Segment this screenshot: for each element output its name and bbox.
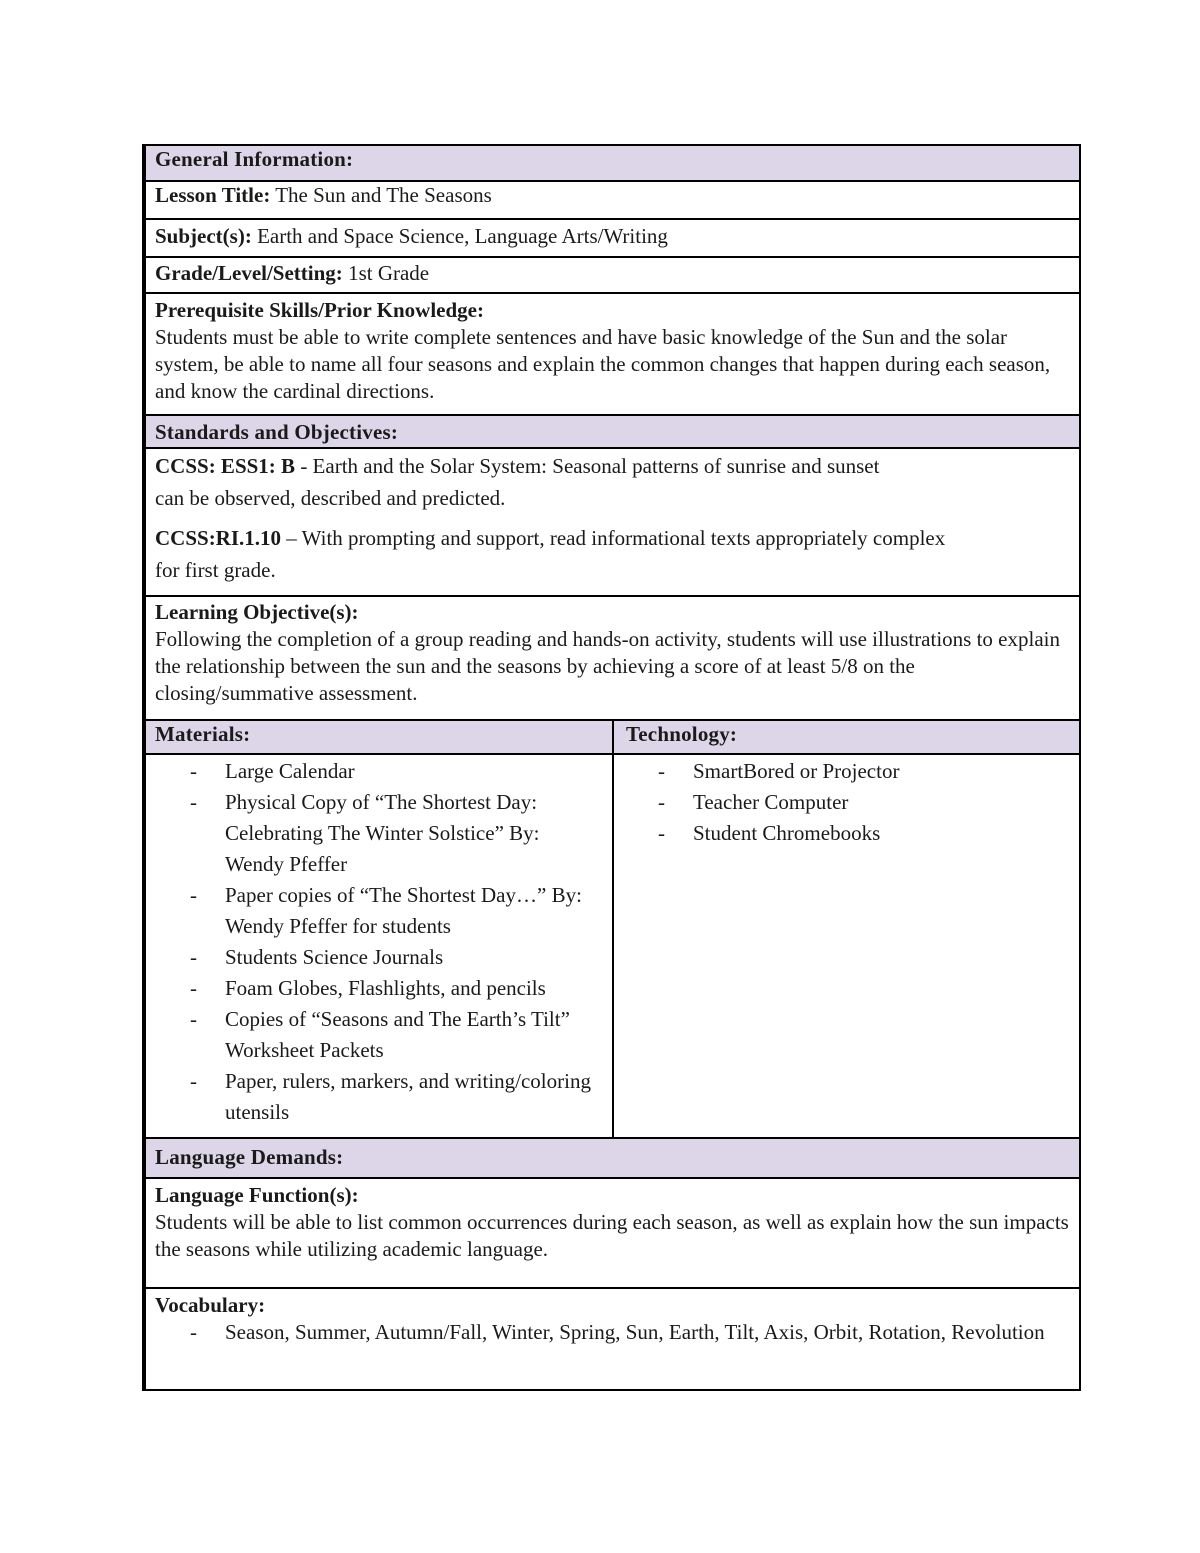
language-function-row (145, 1178, 1080, 1288)
vocabulary-label: Vocabulary: (155, 1293, 266, 1317)
technology-cell (613, 754, 1080, 1138)
materials-header: Materials: (145, 720, 613, 754)
language-demands-header: Language Demands: (145, 1138, 1080, 1178)
learning-objective-row (145, 596, 1080, 720)
technology-list (623, 756, 1070, 849)
language-function-text: Students will be able to list common occurrences during each season, as well as explain how the sun impacts the seasons while utilizing academic language. (155, 1210, 1069, 1261)
language-function-label: Language Function(s): (155, 1183, 359, 1207)
vocabulary-list (155, 1319, 1070, 1346)
subjects-label: Subject(s): (155, 224, 252, 248)
grade-row (145, 257, 1080, 293)
general-information-header: General Information: (145, 146, 1080, 181)
list-item: - Student Chromebooks (658, 821, 881, 845)
list-item: - Foam Globes, Flashlights, and pencils (190, 976, 546, 1000)
list-item: - Paper, rulers, markers, and writing/coloring utensils (190, 1069, 591, 1124)
subjects-row (145, 219, 1080, 257)
standard-ess1-code: CCSS: ESS1: B (155, 454, 296, 478)
list-item: - Students Science Journals (190, 945, 444, 969)
list-item: - Large Calendar (190, 759, 355, 783)
technology-header: Technology: (613, 720, 1080, 754)
learning-objective-label: Learning Objective(s): (155, 600, 359, 624)
lesson-plan-grid (144, 146, 1081, 1389)
standard-ri-line2: for first grade. (155, 558, 276, 582)
lesson-title-label: Lesson Title: (155, 183, 271, 207)
lesson-plan-table (142, 144, 1081, 1391)
standard-ess1-line2: can be observed, described and predicted. (155, 486, 506, 510)
list-item: - Season, Summer, Autumn/Fall, Winter, Spring, Sun, Earth, Tilt, Axis, Orbit, Rotation, Revolution (190, 1320, 1045, 1344)
list-item: - SmartBored or Projector (658, 759, 900, 783)
prerequisite-row (145, 293, 1080, 415)
lesson-title-row (145, 181, 1080, 219)
standard-ess1-text-a: - Earth and the Solar System: Seasonal patterns of sunrise and sunset (295, 454, 880, 478)
list-item: - Paper copies of “The Shortest Day…” By: Wendy Pfeffer for students (190, 883, 582, 938)
standard-ess1-line1 (155, 450, 1070, 482)
vocabulary-row (145, 1288, 1080, 1389)
standards-row (145, 448, 1080, 596)
standard-ri-line1 (155, 514, 1070, 554)
standard-ri-code: CCSS:RI.1.10 (155, 526, 282, 550)
grade-label: Grade/Level/Setting: (155, 261, 343, 285)
lesson-title-value: The Sun and The Seasons (275, 183, 492, 207)
list-item: - Copies of “Seasons and The Earth’s Tilt” Worksheet Packets (190, 1007, 570, 1062)
subjects-value: Earth and Space Science, Language Arts/Writing (257, 224, 668, 248)
prerequisite-text: Students must be able to write complete sentences and have basic knowledge of the Sun and the solar system, be able to name all four seasons and explain the common changes that happen during each season, and know the cardinal directions. (155, 325, 1051, 403)
grade-value: 1st Grade (348, 261, 430, 285)
standard-ri-text-a: – With prompting and support, read informational texts appropriately complex (281, 526, 946, 550)
list-item: - Physical Copy of “The Shortest Day: Celebrating The Winter Solstice” By: Wendy Pfeffer (190, 790, 540, 876)
list-item: - Teacher Computer (658, 790, 849, 814)
materials-list (155, 756, 603, 1128)
standards-header: Standards and Objectives: (145, 415, 1080, 448)
learning-objective-text: Following the completion of a group reading and hands-on activity, students will use illustrations to explain the relationship between the sun and the seasons by achieving a score of at least 5/8 on the closing/summative assessment. (155, 627, 1060, 705)
materials-cell (145, 754, 613, 1138)
prerequisite-label: Prerequisite Skills/Prior Knowledge: (155, 298, 484, 322)
